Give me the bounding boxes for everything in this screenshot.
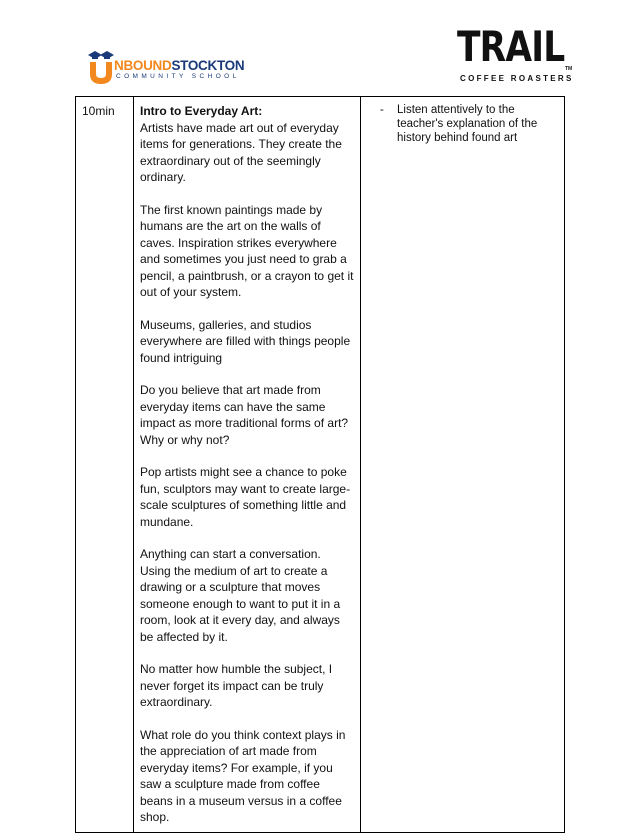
paragraph: No matter how humble the subject, I never forget its impact can be truly extraordinary.	[140, 662, 333, 709]
time-cell	[76, 97, 134, 833]
paragraph: Museums, galleries, and studios everywhere are filled with things people found intriguing	[140, 317, 351, 365]
table-row	[76, 97, 565, 833]
coffee-roasters-subtitle: COFFEE ROASTERS	[460, 74, 574, 83]
section-title: Intro to Everyday Art:	[140, 104, 263, 118]
discussion-question: What role do you think context plays in the appreciation of art made from everyday items? For example, if you saw a sculpture made from coffee beans in a museum versus in a coffee shop.	[140, 727, 346, 824]
activity-text: Listen attentively to the teacher's explanation of the history behind found art	[397, 104, 538, 144]
unbound-stockton-logo	[86, 40, 246, 86]
trail-wordmark: TRAIL	[457, 22, 565, 71]
page-header	[0, 0, 638, 96]
paragraph: Anything can start a conversation. Using the medium of art to create a drawing or a sculpture that moves someone enough to want to put it in a room, look at it every day, and always be affected by it.	[140, 547, 341, 644]
list-item	[367, 103, 558, 145]
activity-list	[367, 103, 558, 145]
student-activity-cell	[361, 97, 565, 833]
paragraph: Pop artists might see a chance to poke fun, sculptors may want to create large-scale sculptures of something little and mundane.	[140, 465, 351, 529]
duration-label: 10min	[82, 104, 115, 118]
community-school-subtitle: COMMUNITY SCHOOL	[116, 73, 240, 80]
paragraph: Artists have made art out of everyday items for generations. They create the extraordinary out of the seemingly ordinary.	[140, 120, 342, 184]
trademark-mark: TM	[565, 66, 573, 72]
unbound-stockton-wordmark: NBOUNDSTOCKTON	[114, 58, 245, 73]
paragraph: The first known paintings made by humans are the art on the walls of caves. Inspiration strikes everywhere and sometimes you just need to grab a pencil, a paintbrush, or a crayon to get it out of your system.	[140, 202, 354, 299]
discussion-question: Do you believe that art made from everyday items can have the same impact as more traditional forms of art? Why or why not?	[140, 383, 349, 447]
trail-coffee-roasters-logo	[457, 22, 577, 88]
list-bullet: -	[380, 104, 384, 116]
lesson-plan-table	[75, 96, 565, 833]
description-cell	[134, 97, 361, 833]
